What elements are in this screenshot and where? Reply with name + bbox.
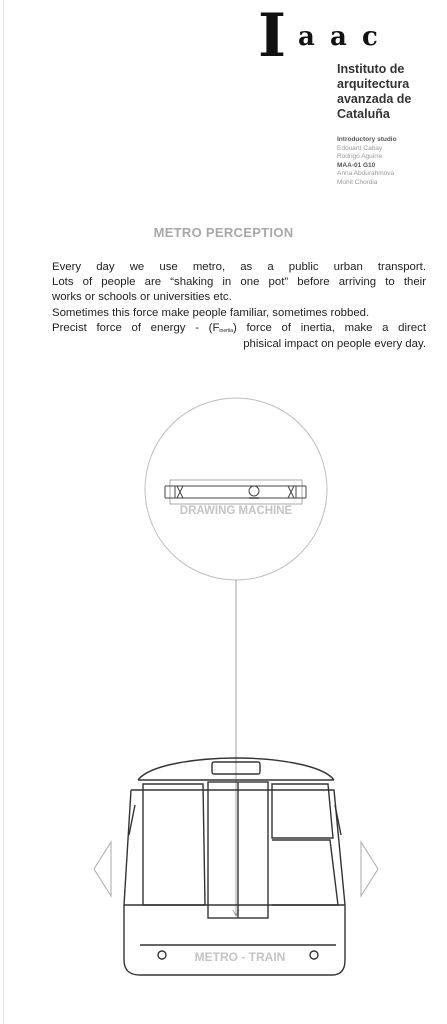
metro-train-icon [124, 758, 345, 975]
institution-line: Instituto de [337, 62, 405, 76]
drawing-machine-label: DRAWING MACHINE [179, 505, 293, 517]
inertia-subscript: inertia [219, 328, 234, 334]
magnifier-circle [145, 398, 327, 580]
tutor-name: Edouard Cabay [337, 144, 383, 152]
institution-line: avanzada de [337, 92, 412, 106]
course-name: Introductory studio [337, 136, 397, 143]
tutor-name: Rodrigo Aguirre [337, 153, 383, 160]
left-arrow-icon [94, 842, 111, 896]
drawing-machine-icon [165, 480, 306, 504]
member-name: Anna Abdurahmova [337, 170, 395, 177]
right-arrow-icon [361, 842, 378, 896]
institution-line: arquitectura [337, 77, 410, 91]
body-line: works or schools or universities etc. [52, 291, 232, 303]
body-line: Every day we use metro, as a public urban transport. [52, 261, 426, 273]
page-heading: METRO PERCEPTION [153, 225, 294, 240]
body-line: phisical impact on people every day. [243, 338, 426, 350]
body-line: Sometimes this force make people familiar, sometimes robbed. [52, 307, 370, 319]
group-code: MAA-01 G10 [337, 161, 376, 169]
institution-line: Cataluña [337, 107, 390, 121]
member-name: Mohit Chordia [337, 178, 378, 186]
logo-letter-a1: a [298, 22, 315, 52]
inertia-text-a: Precist force of energy - (F [52, 322, 220, 334]
body-line: Lots of people are “shaking in one pot” before arriving to their [52, 276, 426, 288]
logo-letter-i: I [258, 1, 287, 71]
inertia-text-b: ) force of inertia, make a direct [233, 322, 426, 334]
logo-letter-c: c [362, 22, 378, 52]
metro-train-label: METRO - TRAIN [194, 950, 286, 964]
logo-letter-a2: a [330, 22, 347, 52]
